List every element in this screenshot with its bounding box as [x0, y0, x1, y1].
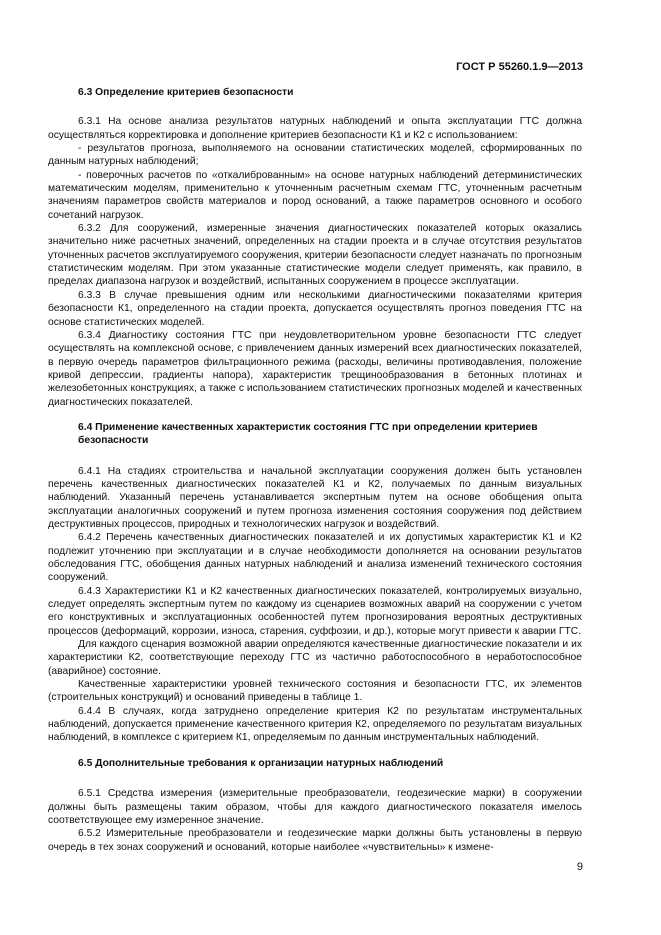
bullet-6-3-1-b: - поверочных расчетов по «откалиброванным» на основе натурных наблюдений детерминистических математическим моделям, применительно к уточненным расчетным схемам ГТС, уточненным расчетным значениям параметров свойств материалов и пород оснований, а также параметров основного и особого сочетаний нагрузок.: [48, 169, 582, 221]
para-6-5-2: 6.5.2 Измерительные преобразователи и геодезические марки должны быть установлены в первую очередь в тех зонах сооружений и оснований, которые наиболее «чувствительны» к измене-: [48, 828, 582, 853]
para-6-3-4: 6.3.4 Диагностику состояния ГТС при неудовлетворительном уровне безопасности ГТС следует осуществлять на комплексной основе, с привлечением данных измерений всех диагностических показателей, в первую очередь параметров фильтрационного режима (расходы, величины противодавления, положение кривой депрессии, градиенты напора), характеристик трещинообразования в бетонных плотинах и железобетонных конструкциях, а также с использованием статистических прогнозных моделей и качественных диагностических показателей.: [48, 329, 582, 408]
para-6-4-4: 6.4.4 В случаях, когда затруднено определение критерия К2 по результатам инструментальных наблюдений, допускается применение качественного критерия К2, определяемого по результатам визуальных наблюдений, в комплексе с критерием К1, определяемым по данным инструментальных наблюдений.: [48, 705, 582, 744]
bullet-6-3-1-a: - результатов прогноза, выполняемого на основании статистических моделей, сформированных по данным натурных наблюдений;: [48, 143, 582, 168]
para-6-4-1: 6.4.1 На стадиях строительства и начальной эксплуатации сооружения должен быть установлен перечень качественных диагностических показателей К1 и К2, получаемых по данным визуальных наблюдений. Указанный перечень устанавливается экспертным путем на основе обобщения опыта эксплуатации аналогичных сооружений и путем прогноза изменения состояния сооружения под действием деструктивных процессов, природных и технологических нагрузок и воздействий.: [48, 465, 582, 530]
page-number: 9: [576, 861, 583, 873]
para-6-4-3-table-ref: Качественные характеристики уровней технического состояния и безопасности ГТС, их элементов (строительных конструкций) и оснований приведены в таблице 1.: [48, 679, 582, 704]
para-6-3-1: 6.3.1 На основе анализа результатов натурных наблюдений и опыта эксплуатации ГТС должна осуществляться корректировка и дополнение критериев безопасности К1 и К2 с использованием:: [48, 116, 582, 141]
para-6-3-3: 6.3.3 В случае превышения одним или несколькими диагностическими показателями критерия безопасности К1, определенного на стадии проекта, допускается осуществлять прогноз поведения ГТС на основе статистических моделей.: [48, 289, 582, 328]
section-6-4-title: 6.4 Применение качественных характеристик состояния ГТС при определении критериев безопасности: [78, 421, 538, 447]
para-6-3-2: 6.3.2 Для сооружений, измеренные значения диагностических показателей которых оказались значительно ниже расчетных значений, определенных на стадии проекта и в случае отсутствия результатов уточненных расчетов эксплуатируемого сооружения, критерии безопасности следует назначать по прогнозным статистическим моделям. При этом указанные статистические модели следует применять, как правило, в пределах диапазона нагрузок и воздействий, испытанных сооружением в процессе эксплуатации.: [48, 223, 582, 288]
section-6-5-title: 6.5 Дополнительные требования к организации натурных наблюдений: [78, 757, 444, 769]
para-6-4-2: 6.4.2 Перечень качественных диагностических показателей и их допустимых характеристик К1 и К2 подлежит уточнению при эксплуатации и в случае необходимости дополняется на основании результатов обследования ГТС, обобщения данных натурных наблюдений и анализа изменений технического состояния сооружений.: [48, 532, 582, 584]
para-6-4-3-scenario: Для каждого сценария возможной аварии определяются качественные диагностические показатели и их характеристики К2, соответствующие переходу ГТС из частично работоспособного в неработоспособное (аварийное) состояние.: [48, 639, 582, 677]
document-body: [48, 86, 582, 854]
document-header: ГОСТ Р 55260.1.9—2013: [456, 61, 583, 73]
section-6-3-title: 6.3 Определение критериев безопасности: [78, 87, 294, 98]
para-6-5-1: 6.5.1 Средства измерения (измерительные преобразователи, геодезические марки) в сооружении должны быть размещены таким образом, чтобы для каждого диагностического показателя имелось соответствующее ему измеренное значение.: [48, 788, 582, 826]
para-6-4-3: 6.4.3 Характеристики К1 и К2 качественных диагностических показателей, контролируемых визуально, следует определять экспертным путем по каждому из сценариев возможных аварий на сооружении с учетом его конструктивных и эксплуатационных особенностей путем прогнозирования вероятных деструктивных процессов (деформаций, коррозии, износа, старения, суффозии, и др.), которые могут привести к аварии ГТС.: [48, 585, 582, 637]
